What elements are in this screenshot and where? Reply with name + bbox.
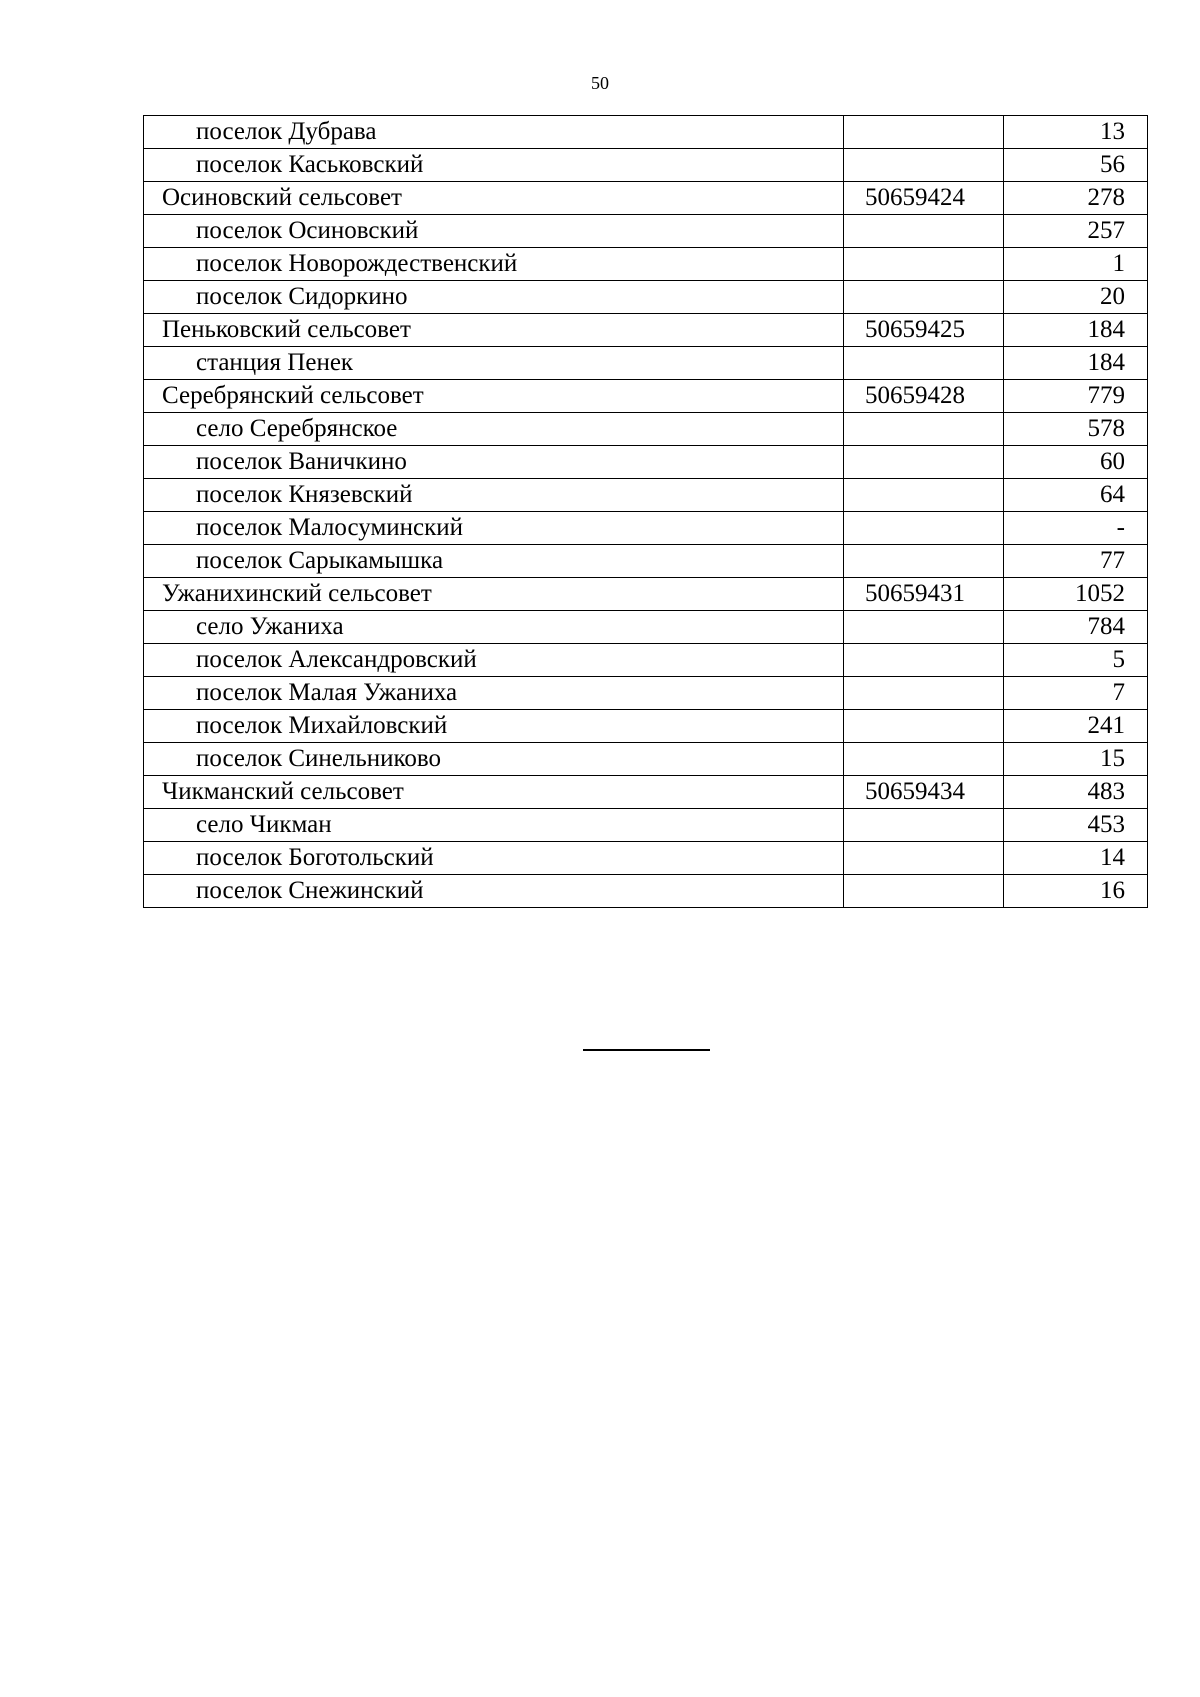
population-value: 56 [1004, 149, 1148, 182]
oktmo-code [844, 347, 1004, 380]
population-value: 14 [1004, 842, 1148, 875]
settlement-name: село Ужаниха [144, 611, 844, 644]
oktmo-code: 50659424 [844, 182, 1004, 215]
population-value: 779 [1004, 380, 1148, 413]
settlement-row [144, 248, 1148, 281]
oktmo-code [844, 149, 1004, 182]
oktmo-code [844, 644, 1004, 677]
settlement-row [144, 281, 1148, 314]
settlement-name: поселок Михайловский [144, 710, 844, 743]
settlement-row [144, 875, 1148, 908]
settlement-name: поселок Снежинский [144, 875, 844, 908]
settlement-name: поселок Синельниково [144, 743, 844, 776]
population-value: 257 [1004, 215, 1148, 248]
settlement-row [144, 347, 1148, 380]
table-body [144, 116, 1148, 908]
population-value: 1 [1004, 248, 1148, 281]
population-value: - [1004, 512, 1148, 545]
population-value: 77 [1004, 545, 1148, 578]
council-row [144, 314, 1148, 347]
settlement-name: село Чикман [144, 809, 844, 842]
council-name: Серебрянский сельсовет [144, 380, 844, 413]
settlement-row [144, 446, 1148, 479]
end-divider-line [583, 1049, 710, 1051]
settlement-name: поселок Князевский [144, 479, 844, 512]
oktmo-code [844, 545, 1004, 578]
council-row [144, 578, 1148, 611]
settlement-row [144, 413, 1148, 446]
council-row [144, 380, 1148, 413]
council-name: Пеньковский сельсовет [144, 314, 844, 347]
population-value: 184 [1004, 347, 1148, 380]
oktmo-code: 50659431 [844, 578, 1004, 611]
population-value: 241 [1004, 710, 1148, 743]
council-row [144, 182, 1148, 215]
oktmo-code [844, 215, 1004, 248]
population-value: 15 [1004, 743, 1148, 776]
settlement-row [144, 149, 1148, 182]
settlement-name: поселок Малосуминский [144, 512, 844, 545]
oktmo-code [844, 743, 1004, 776]
settlement-name: поселок Осиновский [144, 215, 844, 248]
settlement-row [144, 611, 1148, 644]
settlement-row [144, 710, 1148, 743]
oktmo-code [844, 611, 1004, 644]
settlement-name: поселок Каськовский [144, 149, 844, 182]
population-value: 784 [1004, 611, 1148, 644]
oktmo-code [844, 413, 1004, 446]
oktmo-code [844, 479, 1004, 512]
settlement-name: поселок Сидоркино [144, 281, 844, 314]
oktmo-code [844, 842, 1004, 875]
population-value: 13 [1004, 116, 1148, 149]
settlement-name: поселок Новорождественский [144, 248, 844, 281]
oktmo-code [844, 512, 1004, 545]
settlement-row [144, 545, 1148, 578]
settlement-name: поселок Малая Ужаниха [144, 677, 844, 710]
settlement-name: поселок Боготольский [144, 842, 844, 875]
council-name: Ужанихинский сельсовет [144, 578, 844, 611]
oktmo-code [844, 710, 1004, 743]
population-value: 64 [1004, 479, 1148, 512]
council-row [144, 776, 1148, 809]
oktmo-code [844, 116, 1004, 149]
oktmo-code [844, 248, 1004, 281]
population-value: 453 [1004, 809, 1148, 842]
oktmo-code [844, 677, 1004, 710]
council-name: Осиновский сельсовет [144, 182, 844, 215]
settlement-name: село Серебрянское [144, 413, 844, 446]
population-value: 578 [1004, 413, 1148, 446]
settlement-name: поселок Сарыкамышка [144, 545, 844, 578]
population-value: 5 [1004, 644, 1148, 677]
council-name: Чикманский сельсовет [144, 776, 844, 809]
settlement-row [144, 512, 1148, 545]
settlement-name: станция Пенек [144, 347, 844, 380]
settlements-table [143, 115, 1148, 908]
settlement-row [144, 116, 1148, 149]
population-value: 20 [1004, 281, 1148, 314]
settlement-row [144, 743, 1148, 776]
population-value: 16 [1004, 875, 1148, 908]
oktmo-code: 50659425 [844, 314, 1004, 347]
settlement-row [144, 809, 1148, 842]
settlement-row [144, 842, 1148, 875]
oktmo-code [844, 281, 1004, 314]
settlement-row [144, 677, 1148, 710]
settlement-row [144, 479, 1148, 512]
population-value: 184 [1004, 314, 1148, 347]
oktmo-code [844, 875, 1004, 908]
population-value: 1052 [1004, 578, 1148, 611]
settlement-row [144, 644, 1148, 677]
population-value: 7 [1004, 677, 1148, 710]
population-value: 483 [1004, 776, 1148, 809]
oktmo-code: 50659428 [844, 380, 1004, 413]
settlement-row [144, 215, 1148, 248]
settlement-name: поселок Ваничкино [144, 446, 844, 479]
population-value: 278 [1004, 182, 1148, 215]
population-value: 60 [1004, 446, 1148, 479]
oktmo-code [844, 446, 1004, 479]
settlement-name: поселок Дубрава [144, 116, 844, 149]
oktmo-code: 50659434 [844, 776, 1004, 809]
oktmo-code [844, 809, 1004, 842]
settlement-name: поселок Александровский [144, 644, 844, 677]
page-number: 50 [591, 73, 609, 93]
